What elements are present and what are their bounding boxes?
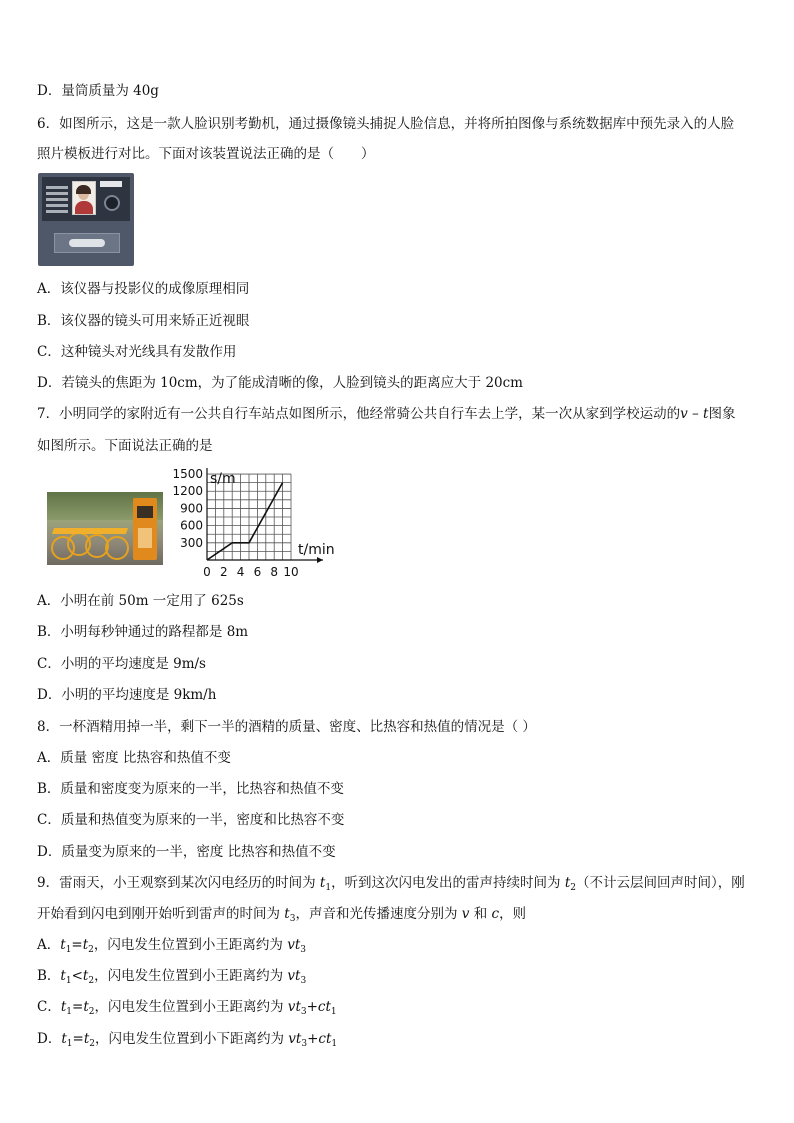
- subscript: 2: [88, 945, 94, 955]
- y-tick-label: 300: [180, 535, 203, 550]
- x-axis-label: t/min: [298, 542, 335, 558]
- q7-option-c: C．小明的平均速度是 9m/s: [37, 656, 206, 672]
- q9-option-a: [37, 936, 306, 959]
- x-tick-label: 2: [219, 565, 228, 579]
- plus-sign: +: [306, 999, 318, 1015]
- q7-stem-line1: [37, 405, 735, 423]
- var-t: t: [284, 906, 290, 922]
- subscript: 2: [89, 1039, 95, 1049]
- q7-option-a: A．小明在前 50m 一定用了 625s: [37, 593, 244, 609]
- y-axis-label: s/m: [210, 471, 236, 487]
- q7-stem-text: 7．小明同学的家附近有一公共自行车站点如图所示，他经常骑公共自行车去上学，某一次从家到学校运动的: [37, 406, 681, 422]
- y-tick-label: 900: [180, 501, 203, 516]
- q9-text: ，则: [499, 906, 527, 922]
- relation: <: [71, 968, 83, 984]
- option-text: ，闪电发生位置到小王距离约为: [94, 968, 288, 984]
- q7-stem-line2: 如图所示。下面说法正确的是: [37, 438, 213, 454]
- var-t: t: [82, 968, 89, 984]
- q8-option-d: D．质量变为原来的一半，密度 比热容和热值不变: [37, 844, 336, 860]
- option-letter: C．: [37, 999, 61, 1015]
- option-letter: A．: [37, 937, 61, 953]
- option-letter: B．: [37, 968, 61, 984]
- var-v: v: [288, 1031, 296, 1047]
- q7-vt-symbol: v – t: [680, 406, 709, 422]
- subscript: 1: [325, 883, 332, 893]
- var-v: v: [461, 906, 470, 922]
- bicycles: [51, 522, 133, 560]
- subscript: 3: [300, 1007, 307, 1017]
- q9-option-b: [37, 967, 306, 990]
- q5-option-d: D．量筒质量为 40g: [37, 83, 159, 99]
- bicycle-station-image: [47, 492, 163, 565]
- option-letter: D．: [37, 1031, 62, 1047]
- var-c: c: [318, 1031, 326, 1047]
- chart-series: [207, 483, 283, 560]
- relation: =: [72, 1031, 84, 1047]
- q6-stem-line1: 6．如图所示，这是一款人脸识别考勤机，通过摄像镜头捕捉人脸信息，并将所拍图像与系统数据库中预先录入的人脸: [37, 116, 735, 132]
- var-t: t: [60, 937, 66, 953]
- var-v: v: [287, 968, 296, 984]
- q9-option-c: [37, 998, 337, 1021]
- subscript: 1: [66, 1007, 73, 1017]
- q6-stem-line2: 照片模板进行对比。下面对该装置说法正确的是（ ）: [37, 146, 375, 162]
- q7-option-b: B．小明每秒钟通过的路程都是 8m: [37, 624, 249, 640]
- subscript: 3: [289, 914, 296, 924]
- x-tick-label: 8: [270, 565, 279, 579]
- st-chart: [168, 468, 344, 583]
- q9-stem-line1: [37, 874, 745, 897]
- x-tick-label: 4: [236, 565, 245, 579]
- x-tick-label: 0: [203, 565, 211, 579]
- series-line: [207, 483, 283, 560]
- x-tick-label: 10: [283, 565, 299, 579]
- q9-stem-line2: [37, 905, 526, 928]
- y-tick-label: 600: [180, 518, 203, 533]
- subscript: 1: [65, 945, 72, 955]
- x-tick-label: 6: [253, 565, 262, 579]
- subscript: 2: [88, 1007, 95, 1017]
- q7-option-d: D．小明的平均速度是 9km/h: [37, 687, 217, 703]
- q8-option-c: C．质量和热值变为原来的一半，密度和比热容不变: [37, 812, 345, 828]
- var-t: t: [83, 999, 89, 1015]
- var-t: t: [60, 968, 66, 984]
- q6-option-b: B．该仪器的镜头可用来矫正近视眼: [37, 313, 250, 329]
- subscript: 3: [300, 945, 307, 955]
- q8-stem: 8．一杯酒精用掉一半，剩下一半的酒精的质量、密度、比热容和热值的情况是（ ）: [37, 719, 536, 735]
- relation: =: [72, 999, 84, 1015]
- q8-option-b: B．质量和密度变为原来的一半，比热容和热值不变: [37, 781, 344, 797]
- var-t: t: [564, 875, 571, 891]
- subscript: 3: [301, 1039, 308, 1049]
- attendance-machine-image: [38, 173, 134, 266]
- machine-logo: [100, 181, 122, 187]
- q7-stem-suffix: 图象: [708, 406, 736, 422]
- subscript: 1: [330, 1007, 337, 1017]
- var-t: t: [325, 1031, 332, 1047]
- var-t: t: [325, 999, 331, 1015]
- var-v: v: [287, 937, 295, 953]
- face-photo: [72, 181, 96, 215]
- option-text: ，闪电发生位置到小下距离约为: [94, 1031, 289, 1047]
- y-tick-label: 1200: [172, 484, 203, 499]
- card-reader: [54, 233, 120, 253]
- var-t: t: [294, 937, 301, 953]
- q6-option-a: A．该仪器与投影仪的成像原理相同: [37, 281, 250, 297]
- var-t: t: [319, 875, 326, 891]
- q9-text: 9．雷雨天，小王观察到某次闪电经历的时间为: [37, 875, 320, 891]
- var-t: t: [82, 937, 89, 953]
- camera-lens: [104, 195, 120, 211]
- q6-option-c: C．这种镜头对光线具有发散作用: [37, 344, 237, 360]
- relation: =: [71, 937, 83, 953]
- q9-text: ，声音和光传播速度分别为: [295, 906, 462, 922]
- var-t: t: [295, 1031, 302, 1047]
- var-c: c: [491, 906, 500, 922]
- q8-option-a: A．质量 密度 比热容和热值不变: [37, 750, 231, 766]
- var-c: c: [317, 999, 326, 1015]
- subscript: 1: [331, 1039, 338, 1049]
- subscript: 2: [88, 976, 95, 986]
- subscript: 3: [300, 976, 307, 986]
- option-text: ，闪电发生位置到小王距离约为: [93, 937, 288, 953]
- var-t: t: [295, 968, 301, 984]
- subscript: 1: [65, 976, 72, 986]
- var-t: t: [83, 1031, 90, 1047]
- subscript: 1: [66, 1039, 73, 1049]
- q9-text: 开始看到闪电到刚开始听到雷声的时间为: [37, 906, 285, 922]
- var-t: t: [295, 999, 301, 1015]
- plus-sign: +: [307, 1031, 319, 1047]
- subscript: 2: [570, 883, 577, 893]
- q9-text: 和: [469, 906, 492, 922]
- q9-text: ，听到这次闪电发出的雷声持续时间为: [331, 875, 565, 891]
- station-kiosk: [133, 498, 157, 560]
- option-text: ，闪电发生位置到小王距离约为: [94, 999, 288, 1015]
- y-tick-label: 1500: [172, 468, 203, 482]
- var-v: v: [287, 999, 296, 1015]
- var-t: t: [61, 1031, 67, 1047]
- var-t: t: [60, 999, 67, 1015]
- q9-option-d: [37, 1030, 337, 1053]
- q9-text: （不计云层间回声时间），刚: [576, 875, 745, 891]
- keypad-area: [46, 183, 68, 213]
- q6-option-d: D．若镜头的焦距为 10cm，为了能成清晰的像，人脸到镜头的距离应大于 20cm: [37, 375, 523, 391]
